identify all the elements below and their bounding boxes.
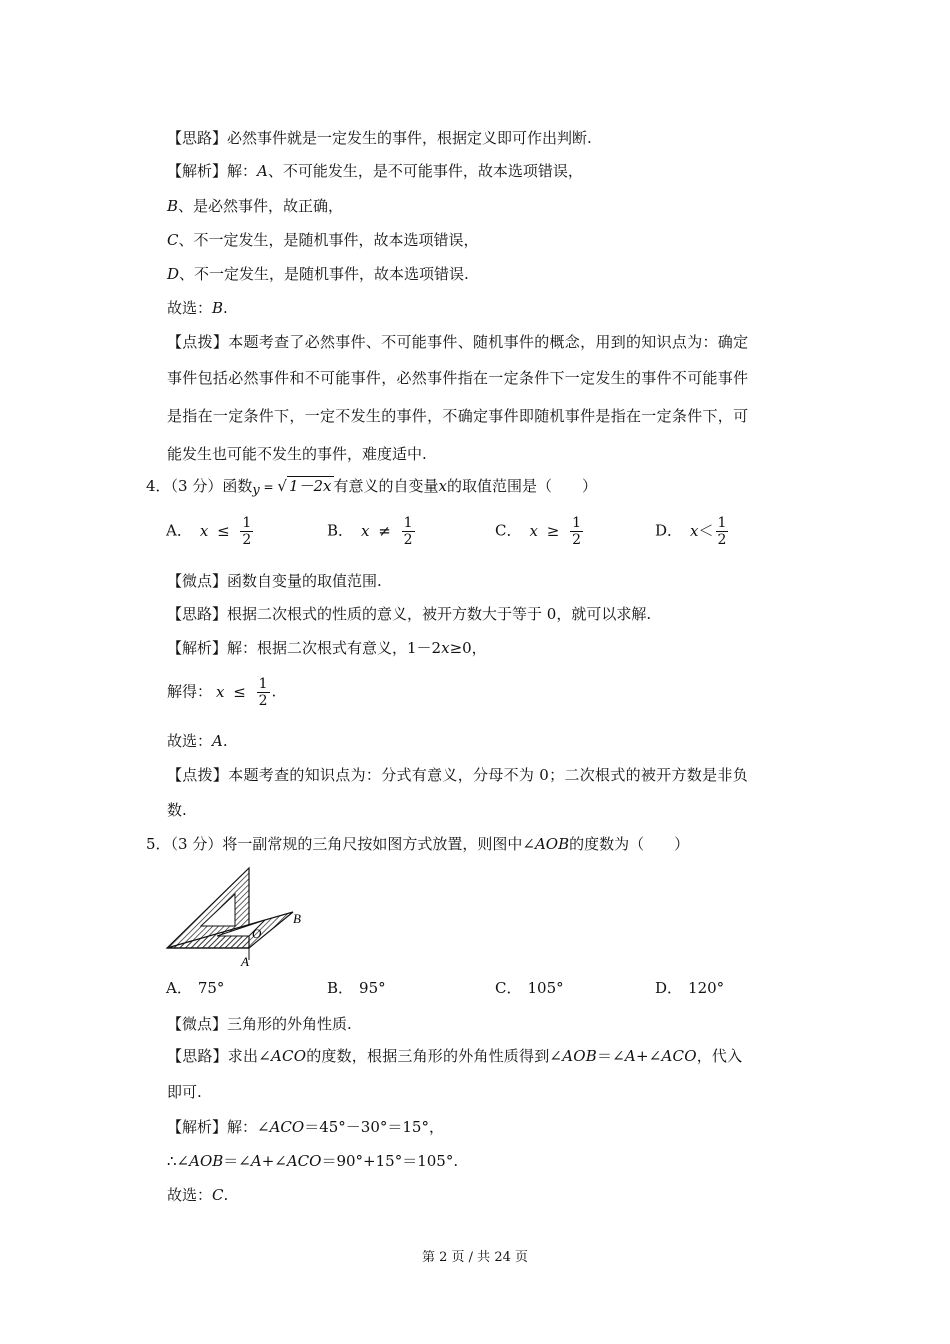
q4-option-d: D． x＜ $\frac{1}{2}$: [655, 515, 727, 548]
q5-silu-line2: 即可.: [167, 1083, 202, 1101]
q4-option-a: A． x ≤ $\frac{1}{2}$: [166, 515, 252, 548]
q3-silu: 【思路】必然事件就是一定发生的事件，根据定义即可作出判断.: [167, 129, 592, 147]
q4-weidian: 【微点】函数自变量的取值范围.: [167, 572, 382, 590]
q4-option-b: B． x ≠ $\frac{1}{2}$: [327, 515, 413, 548]
q5-option-d: D． 120°: [655, 979, 725, 997]
q5-option-c: C． 105°: [495, 979, 564, 997]
q4-solution: 解得： x ≤ $\frac{1}{2}$ .: [167, 676, 277, 709]
label-b: B: [293, 911, 301, 926]
q3-option-b-analysis: B、是必然事件，故正确，: [167, 197, 344, 215]
q4-answer: 故选：A.: [167, 732, 228, 750]
q3-option-c-analysis: C、不一定发生，是随机事件，故本选项错误，: [167, 231, 479, 249]
q5-stem: 5．（3 分）将一副常规的三角尺按如图方式放置，则图中∠AOB的度数为（ ）: [146, 835, 690, 853]
triangle-rulers-figure: [165, 866, 315, 970]
q5-therefore: ∴∠AOB＝∠A+∠ACO＝90°+15°＝105°.: [167, 1152, 459, 1170]
label-o: O: [252, 926, 262, 941]
q5-option-b: B． 95°: [327, 979, 386, 997]
q3-dianbo-line: 是指在一定条件下，一定不发生的事件，不确定事件即随机事件是指在一定条件下，可: [167, 407, 749, 425]
q4-jiexi: 【解析】解：根据二次根式有意义，1－2x≥0，: [167, 639, 487, 657]
q5-weidian: 【微点】三角形的外角性质.: [167, 1015, 352, 1033]
q5-option-a: A． 75°: [166, 979, 225, 997]
q5-answer: 故选：C.: [167, 1186, 229, 1204]
q3-dianbo-line: 能发生也可能不发生的事件，难度适中.: [167, 445, 427, 463]
q3-dianbo-line: 事件包括必然事件和不可能事件，必然事件指在一定条件下一定发生的事件不可能事件: [167, 369, 749, 387]
q4-silu: 【思路】根据二次根式的性质的意义，被开方数大于等于 0，就可以求解.: [167, 605, 652, 623]
q3-dianbo-line: 【点拨】本题考查了必然事件、不可能事件、随机事件的概念，用到的知识点为：确定: [167, 333, 749, 351]
q4-dianbo-line: 数.: [167, 801, 187, 819]
q4-stem: 4．（3 分）函数y = √ 1－2x 有意义的自变量x的取值范围是（ ）: [146, 477, 598, 498]
q5-jiexi: 【解析】解：∠ACO＝45°－30°＝15°，: [167, 1118, 444, 1136]
q4-option-c: C． x ≥ $\frac{1}{2}$: [495, 515, 581, 548]
label-a: A: [241, 954, 249, 969]
q3-answer: 故选：B.: [167, 299, 228, 317]
q3-option-d-analysis: D、不一定发生，是随机事件，故本选项错误.: [167, 265, 469, 283]
page-footer: 第 2 页 / 共 24 页: [422, 1250, 528, 1265]
q5-silu: 【思路】求出∠ACO的度数，根据三角形的外角性质得到∠AOB＝∠A+∠ACO，代入: [167, 1047, 743, 1065]
q3-jiexi: 【解析】解：A、不可能发生，是不可能事件，故本选项错误，: [167, 162, 583, 180]
q4-dianbo-line: 【点拨】本题考查的知识点为：分式有意义，分母不为 0；二次根式的被开方数是非负: [167, 766, 749, 784]
